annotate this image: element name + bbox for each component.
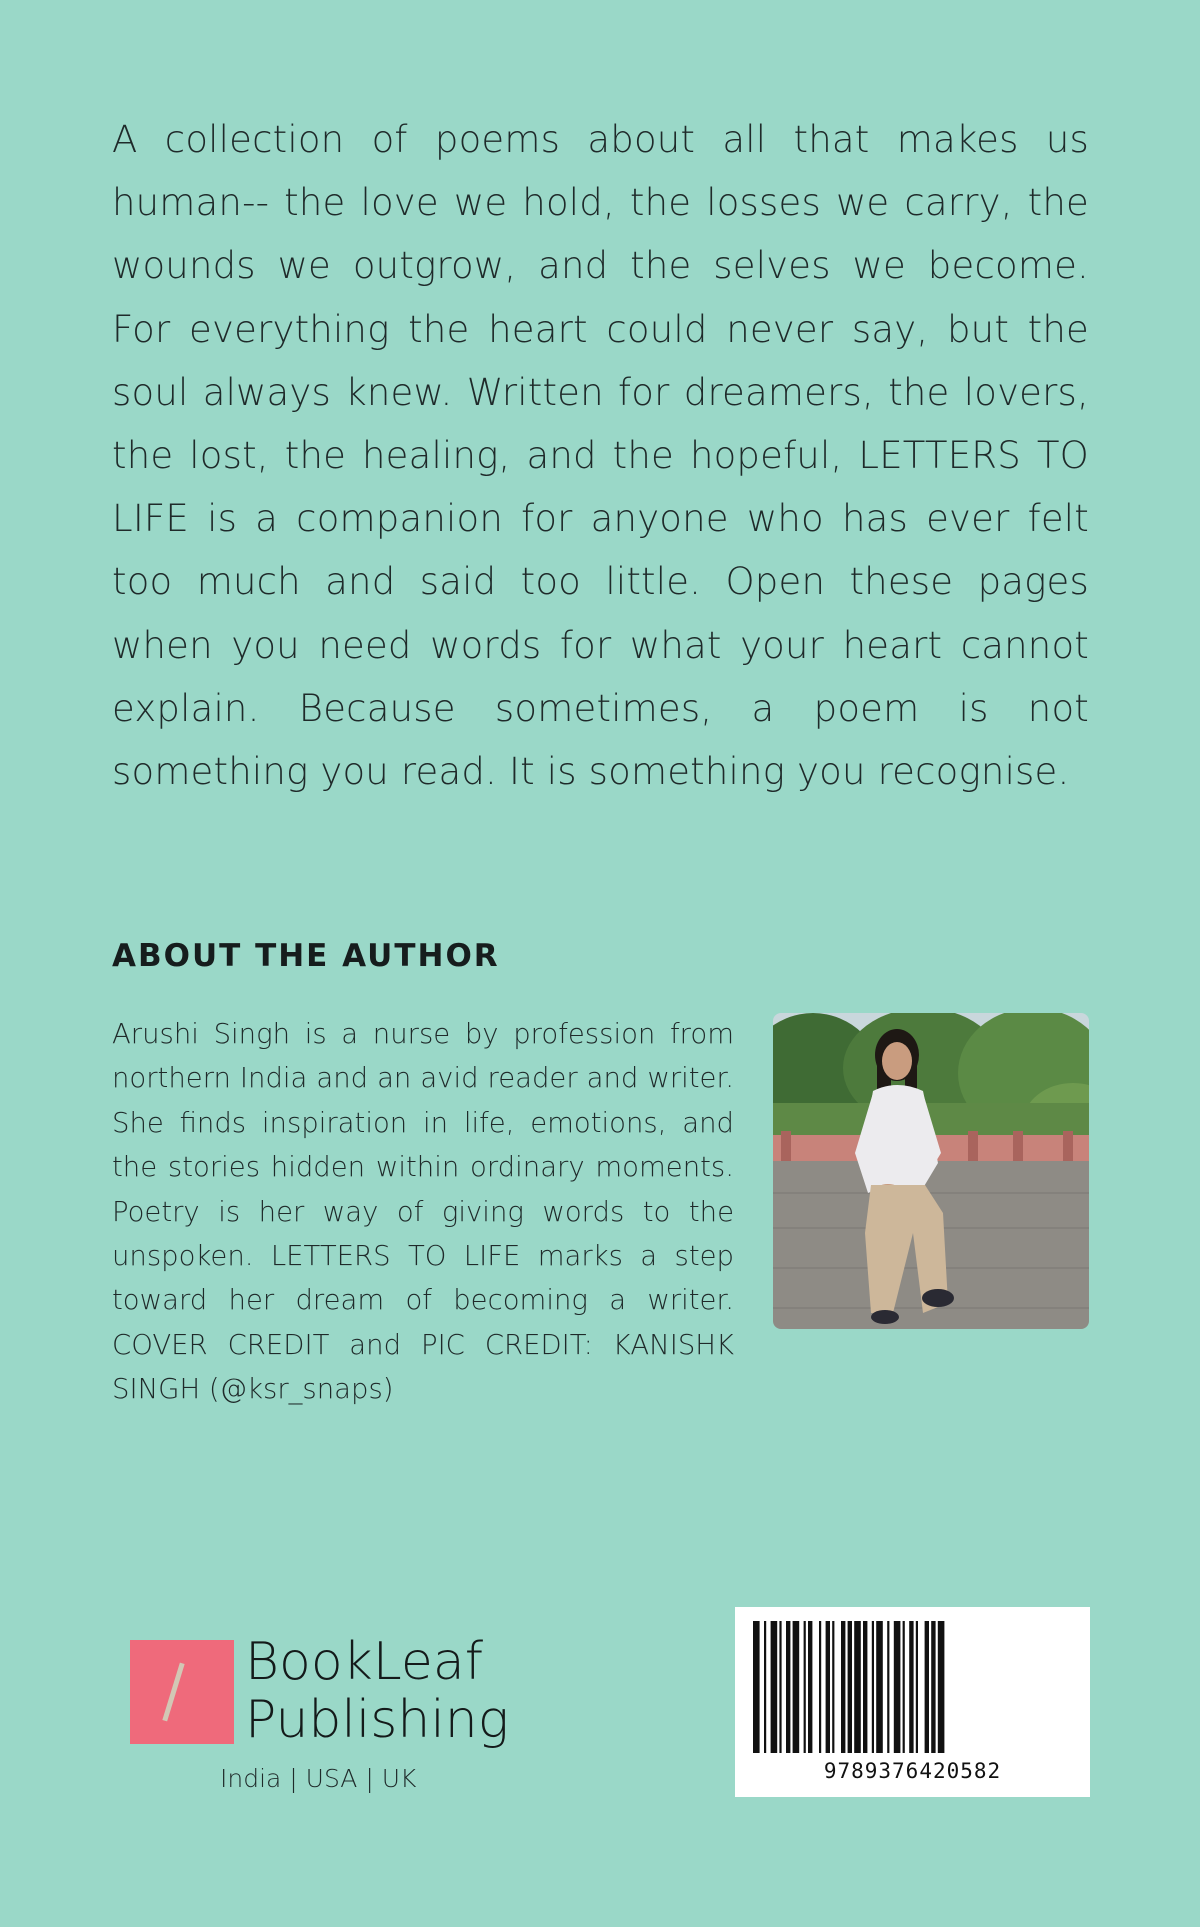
publisher-logo-icon — [130, 1640, 234, 1744]
book-blurb: A collection of poems about all that makes us human-- the love we hold, the losses we carry, the wounds we outgrow, and the selves we become. For everything the heart could never say, but the soul always knew. Written for dreamers, the lovers, the lost, the healing, and the hopeful, LETTERS TO LIFE is a companion for anyone who has ever felt too much and said too little. Open these pages when you need words for what your heart cannot explain. Because sometimes, a poem is not something you read. It is something you recognise. — [112, 118, 1089, 794]
about-author-heading: ABOUT THE AUTHOR — [112, 938, 500, 974]
publisher-name-line1: BookLeaf — [245, 1632, 484, 1692]
publisher-logo — [130, 1632, 530, 1800]
barcode-icon — [749, 1621, 1076, 1753]
publisher-name-line2: Publishing — [245, 1690, 509, 1750]
publisher-regions: India | USA | UK — [220, 1764, 417, 1793]
author-bio: Arushi Singh is a nurse by profession from northern India and an avid reader and writer. She finds inspiration in life, emotions, and the stories hidden within ordinary moments. Poetry is her way of giving words to the unspoken. LETTERS TO LIFE marks a step toward her dream of becoming a writer. COVER CREDIT and PIC CREDIT: KANISHK SINGH (@ksr_snaps) — [112, 1018, 734, 1406]
author-photo — [773, 1013, 1089, 1329]
isbn-barcode — [735, 1607, 1090, 1797]
isbn-number: 9789376420582 — [823, 1759, 1002, 1783]
